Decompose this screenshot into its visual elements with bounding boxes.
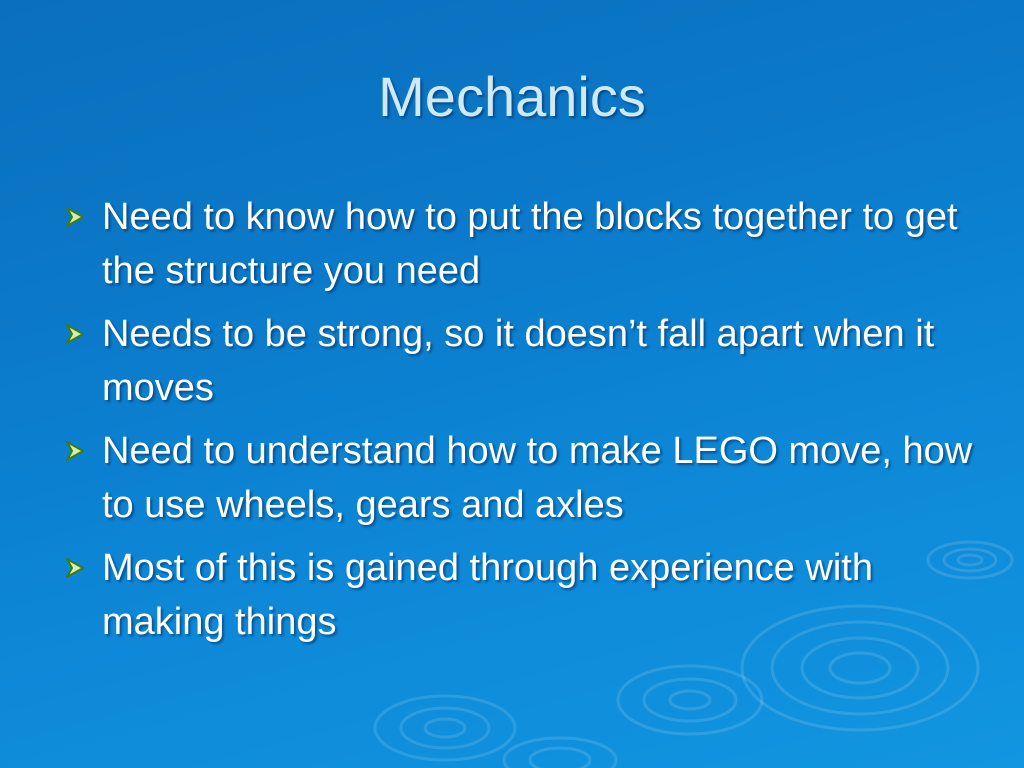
bullet-text: Needs to be strong, so it doesn’t fall apart when it moves (102, 313, 935, 409)
bullet-item (64, 307, 984, 415)
arrow-bullet-icon (64, 307, 102, 361)
bullet-item (64, 424, 984, 532)
bullet-text: Most of this is gained through experience with making things (102, 547, 873, 643)
bullet-text: Need to understand how to make LEGO move, how to use wheels, gears and axles (102, 430, 973, 526)
bullet-text: Need to know how to put the blocks together to get the structure you need (102, 196, 958, 292)
arrow-bullet-icon (64, 424, 102, 478)
arrow-bullet-icon (64, 541, 102, 595)
arrow-bullet-icon (64, 190, 102, 244)
bullet-item (64, 541, 984, 649)
bullet-list (64, 190, 984, 658)
bullet-item (64, 190, 984, 298)
slide-title: Mechanics (378, 65, 646, 128)
